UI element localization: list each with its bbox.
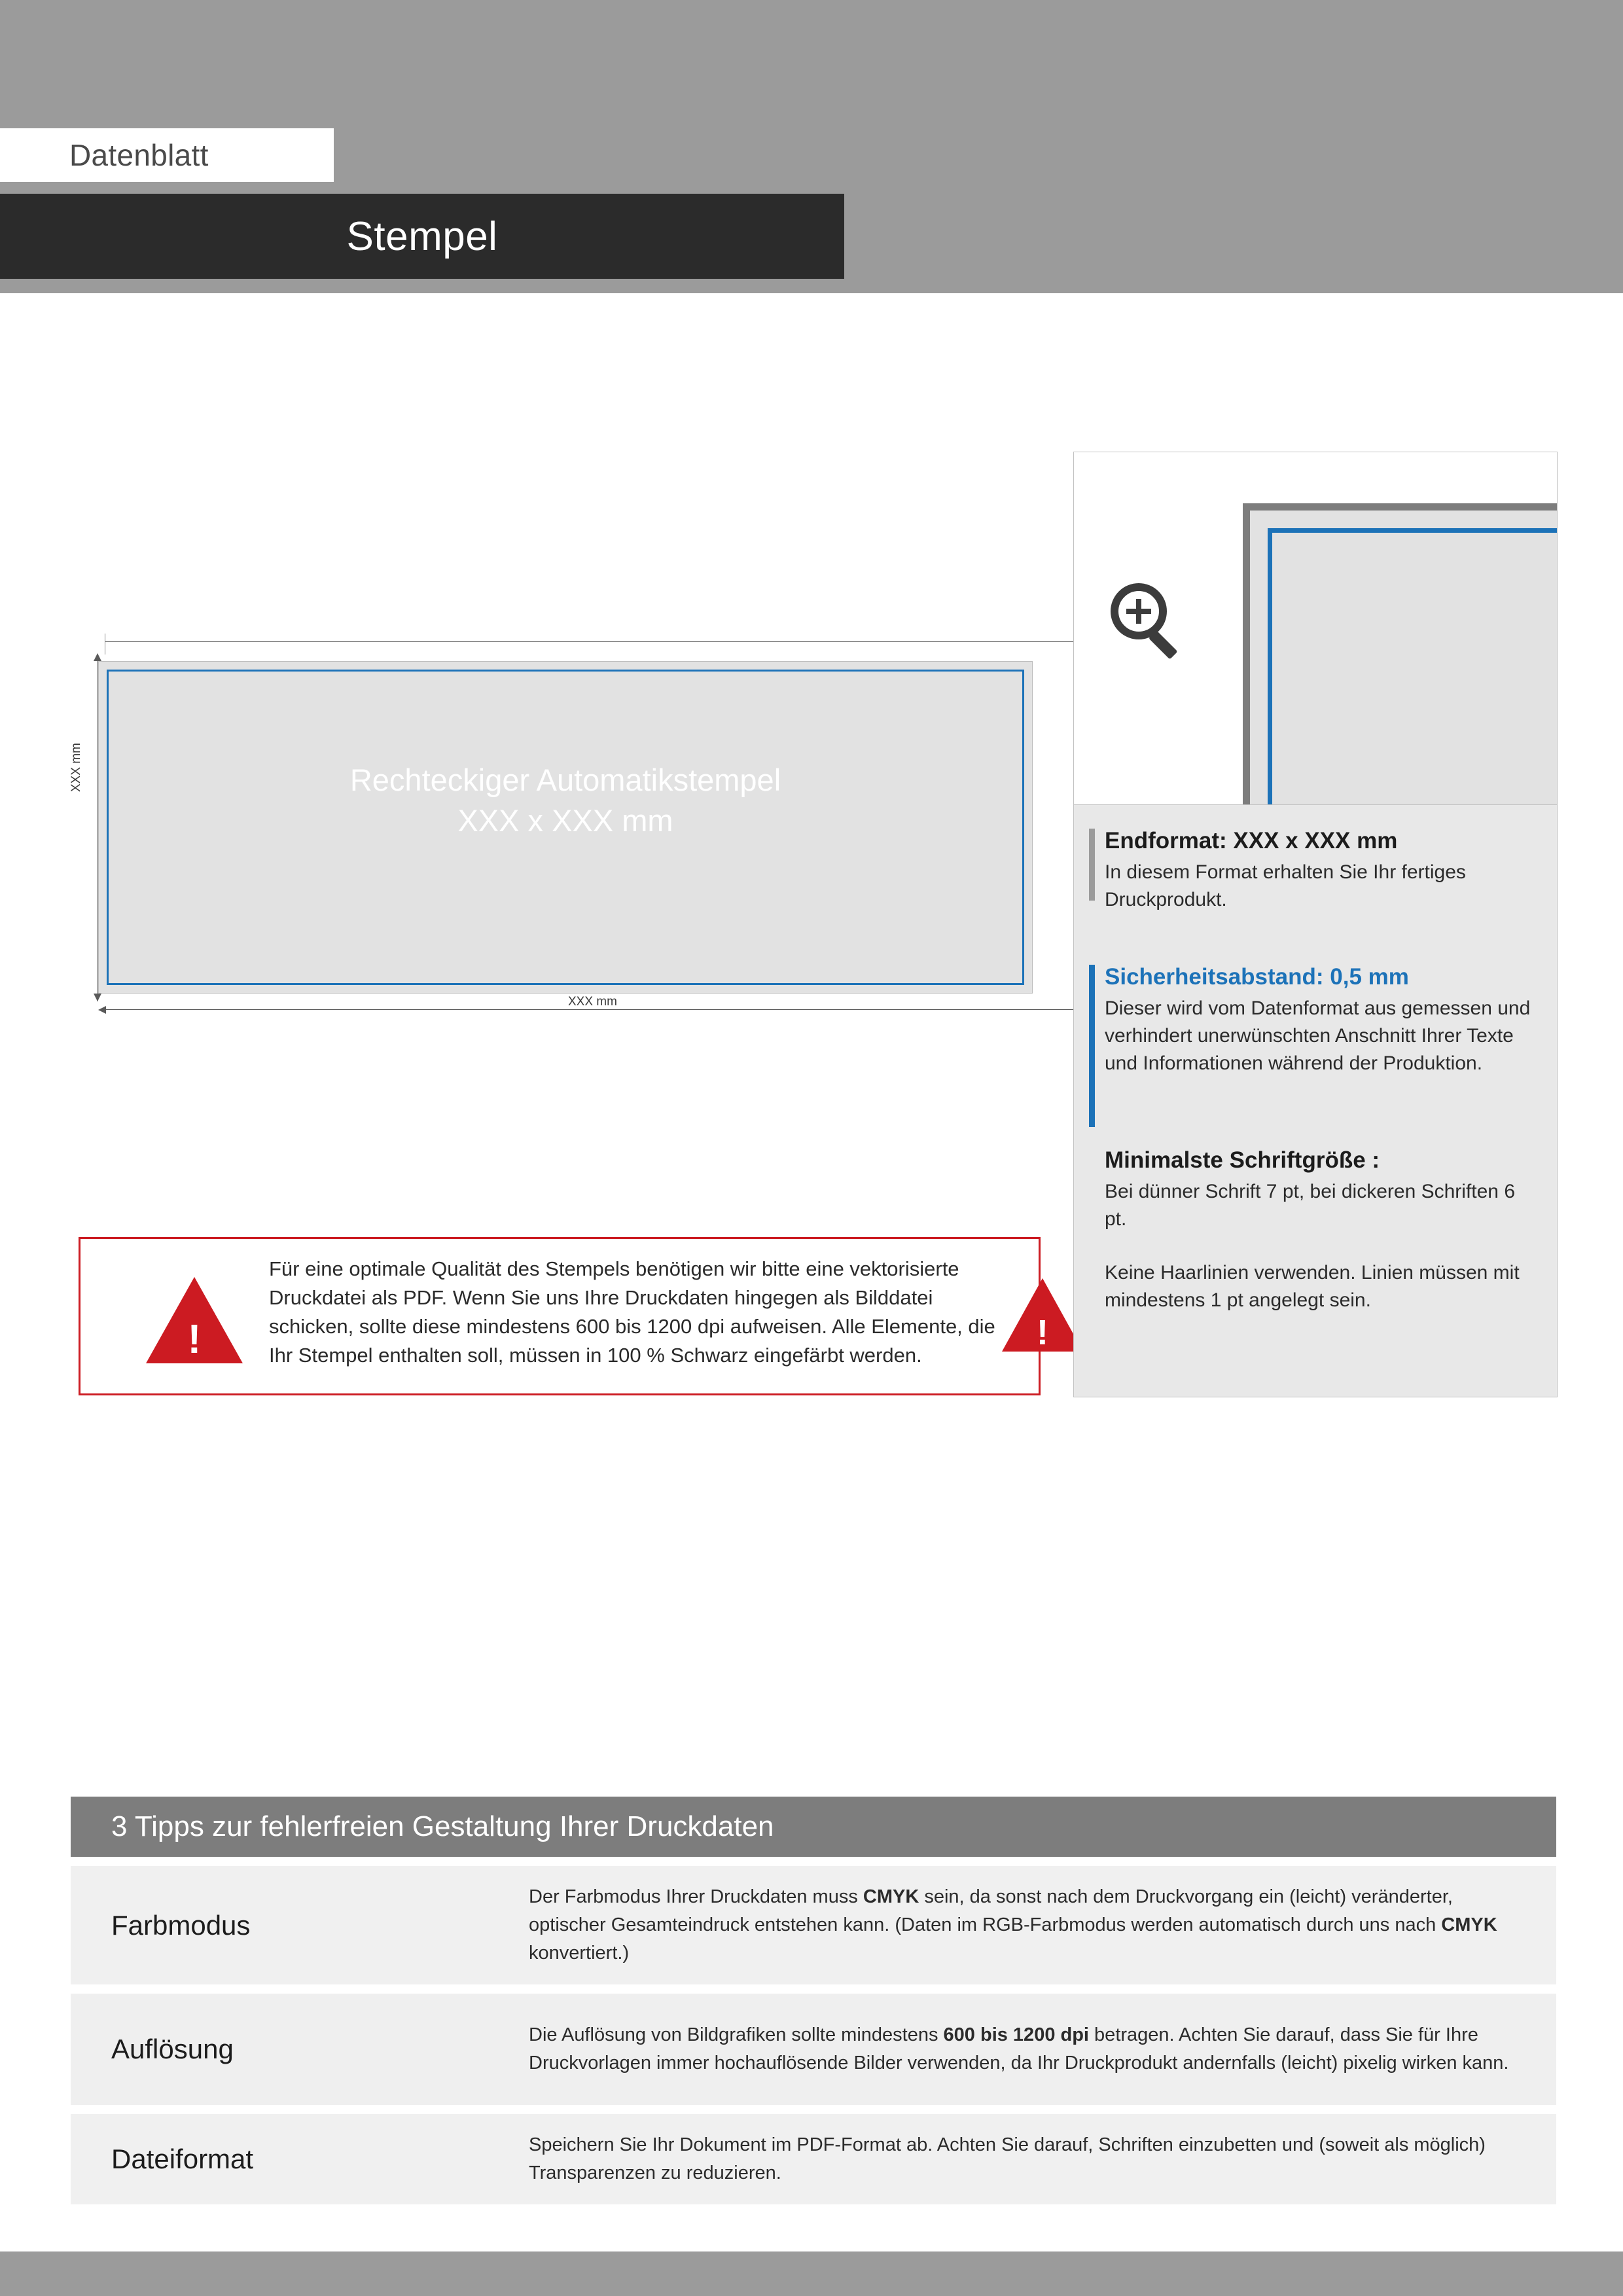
zoom-preview [1073,452,1558,805]
info-accent-bar [1089,965,1095,1127]
warning-text: Für eine optimale Qualität des Stempels benötigen wir bitte eine vektorisierte Druckdatei als PDF. Wenn Sie uns Ihre Druckdaten hingegen als Bilddatei schicken, sollte diese mindestens 600 bis 1200 dpi aufweisen. Alle Elemente, die Ihr Stempel enthalten soll, müssen in 100 % Schwarz eingefärbt werden. [269,1257,995,1367]
tip-row [71,1866,1556,1984]
schriftgroesse-body-2: Keine Haarlinien verwenden. Linien müssen mit mindestens 1 pt angelegt sein. [1105,1262,1520,1311]
tip-description: Der Farbmodus Ihrer Druckdaten muss CMYK sein, da sonst nach dem Druckvorgang ein (leicht) veränderter, optischer Gesamteindruck entstehen kann. (Daten im RGB-Farbmodus werden automatisch durch uns nach CMYK konvertiert.) [529,1886,1497,1964]
dimension-top-line [105,641,1099,642]
height-dimension-label: XXX mm [69,743,83,792]
stamp-preview [98,661,1033,994]
stamp-label [99,760,1032,841]
dimension-arrow-up-icon [94,653,101,661]
page-title-bar [0,194,844,279]
warning-exclamation-icon: ! [1037,1313,1048,1352]
tip-label: Farbmodus [111,1909,251,1941]
footer-band [0,2251,1623,2296]
dimension-bottom-line [101,1009,1099,1010]
tip-description: Die Auflösung von Bildgrafiken sollte mindestens 600 bis 1200 dpi betragen. Achten Sie darauf, dass Sie für Ihre Druckvorlagen immer hochauflösende Bilder verwenden, da Ihr Druckprodukt andernfalls (leicht) pixelig wirken kann. [529,2024,1509,2073]
sicherheitsabstand-body: Dieser wird vom Datenformat aus gemessen und verhindert unerwünschten Anschnitt Ihrer Texte und Informationen während der Produktion. [1105,997,1531,1074]
warning-exclamation-icon: ! [187,1317,202,1362]
endformat-heading: Endformat: XXX x XXX mm [1105,828,1398,853]
magnifier-plus-icon [1136,599,1141,624]
info-block-schriftgroesse [1089,1145,1541,1314]
tip-label: Dateiformat [111,2144,254,2174]
datasheet-tab [0,128,334,182]
stamp-label-line1: Rechteckiger Automatikstempel [349,762,781,797]
dimension-arrow-down-icon [94,994,101,1001]
tip-row [71,2114,1556,2204]
warning-box [79,1237,1048,1395]
dimension-arrow-left-icon [98,1006,106,1014]
zoom-safety-corner [1268,528,1558,805]
sicherheitsabstand-heading: Sicherheitsabstand: 0,5 mm [1105,964,1409,990]
info-block-endformat [1089,826,1541,914]
magnifier-zoom-icon [1111,583,1189,662]
stamp-label-line2: XXX x XXX mm [457,803,673,838]
schriftgroesse-heading: Minimalste Schriftgröße : [1105,1147,1380,1173]
info-accent-bar [1089,829,1095,901]
schriftgroesse-body: Bei dünner Schrift 7 pt, bei dickeren Schriften 6 pt. [1105,1181,1516,1230]
width-dimension-label: XXX mm [563,995,622,1009]
tip-row [71,1994,1556,2105]
info-block-sicherheitsabstand [1089,962,1541,1077]
tip-label: Auflösung [111,2034,234,2064]
dimension-left-line [97,655,98,1001]
datasheet-tab-label: Datenblatt [69,138,209,172]
tips-header: 3 Tipps zur fehlerfreien Gestaltung Ihrer Druckdaten [71,1797,1556,1857]
format-diagram [65,641,1047,1021]
magnifier-handle-icon [1149,630,1178,660]
page-title: Stempel [346,213,498,259]
tip-description: Speichern Sie Ihr Dokument im PDF-Format ab. Achten Sie darauf, Schriften einzubetten und (soweit als möglich) Transparenzen zu reduzieren. [529,2134,1486,2183]
endformat-body: In diesem Format erhalten Sie Ihr fertiges Druckprodukt. [1105,861,1466,910]
tips-section [71,1797,1556,2204]
